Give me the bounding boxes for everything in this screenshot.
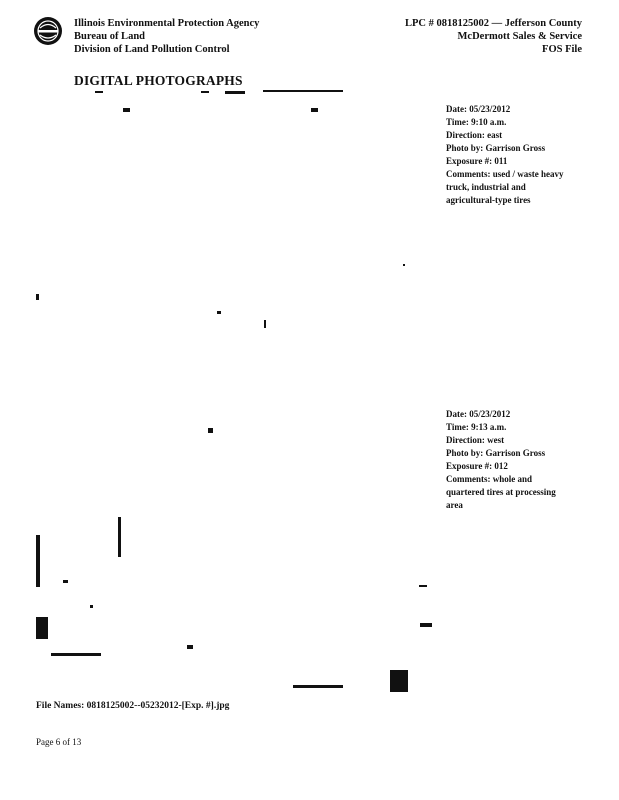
- photo-1-details: [446, 103, 586, 207]
- agency-seal-icon: [33, 16, 63, 46]
- photo-2-details: [446, 408, 586, 512]
- photo-1-time: Time: 9:10 a.m.: [446, 117, 507, 127]
- photo-1-photographer: Photo by: Garrison Gross: [446, 143, 546, 153]
- photo-2: [35, 395, 435, 700]
- photo-1-comments: Comments: used / waste heavy truck, industrial and agricultural-type tires: [446, 169, 564, 205]
- file-names: File Names: 0818125002--05232012-[Exp. #].jpg: [36, 701, 230, 711]
- site-name: McDermott Sales & Service: [457, 31, 582, 42]
- photo-1: [35, 88, 435, 388]
- division-name: Division of Land Pollution Control: [74, 44, 230, 55]
- page-number: Page 6 of 13: [36, 737, 82, 747]
- photo-2-time: Time: 9:13 a.m.: [446, 422, 507, 432]
- photo-2-comments: Comments: whole and quartered tires at processing area: [446, 474, 556, 510]
- agency-name: Illinois Environmental Protection Agency: [74, 18, 260, 29]
- photo-2-photographer: Photo by: Garrison Gross: [446, 448, 546, 458]
- file-type: FOS File: [542, 44, 582, 55]
- photo-1-exposure: Exposure #: 011: [446, 156, 508, 166]
- agency-block: [74, 17, 259, 56]
- case-block: [405, 17, 582, 56]
- photo-2-direction: Direction: west: [446, 435, 505, 445]
- photo-2-date: Date: 05/23/2012: [446, 409, 511, 419]
- bureau-name: Bureau of Land: [74, 31, 145, 42]
- page-title: DIGITAL PHOTOGRAPHS: [74, 73, 243, 88]
- photo-2-exposure: Exposure #: 012: [446, 461, 508, 471]
- photo-1-date: Date: 05/23/2012: [446, 104, 511, 114]
- case-number: LPC # 0818125002 — Jefferson County: [404, 18, 582, 29]
- photo-1-direction: Direction: east: [446, 130, 503, 140]
